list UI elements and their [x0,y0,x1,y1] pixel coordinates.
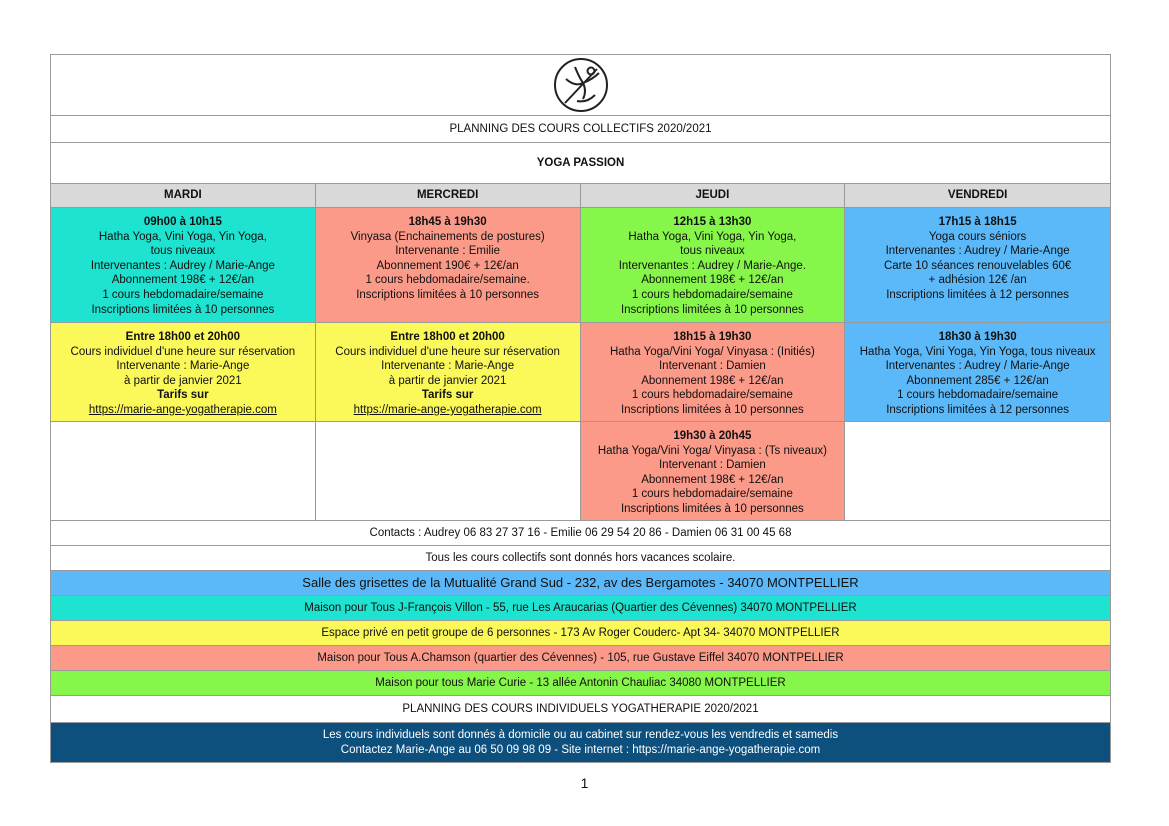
schedule-table [50,54,1111,763]
location-row [50,596,1111,621]
location-row [50,571,1111,596]
slot-line: Intervenant : Damien [658,459,766,472]
slot-line: Intervenante : Emilie [395,245,501,258]
slot-line: Yoga cours séniors [928,230,1027,243]
slot-line: Hatha Yoga, Vini Yoga, Yin Yoga, [628,230,797,243]
slot-line: 1 cours hebdomadaire/semaine [631,288,793,301]
day-header-mardi: MARDI [51,184,316,207]
individual-title-row [50,696,1111,723]
slot-line: Inscriptions limitées à 10 personnes [620,403,804,416]
slot-line: Inscriptions limitées à 10 personnes [620,502,804,515]
slot-row-3 [50,422,1111,521]
slot-line: 1 cours hebdomadaire/semaine. [365,274,530,287]
website-link[interactable]: https://marie-ange-yogatherapie.com [88,403,277,416]
slot-line: 1 cours hebdomadaire/semaine [102,288,264,301]
holiday-note: Tous les cours collectifs sont donnés hors vacances scolaire. [425,551,736,564]
slot-time: 18h30 à 19h30 [938,331,1017,343]
website-link[interactable]: https://marie-ange-yogatherapie.com [353,403,542,416]
footer-row [50,723,1111,763]
slot-time: Entre 18h00 et 20h00 [125,331,241,343]
slot-line: Intervenante : Marie-Ange [381,360,515,373]
slot-line: Intervenantes : Audrey / Marie-Ange [885,360,1070,373]
location-row [50,621,1111,646]
slot-jeudi [581,208,846,322]
slot-mardi [51,208,316,322]
day-header-row [50,184,1111,208]
page-number: 1 [580,775,589,791]
slot-line: à partir de janvier 2021 [388,374,507,387]
slot-line: 1 cours hebdomadaire/semaine [897,389,1059,402]
slot-time: 09h00 à 10h15 [143,216,222,228]
slot-line: Hatha Yoga/Vini Yoga/ Vinyasa : (Initiés) [609,345,815,358]
slot-line: Intervenantes : Audrey / Marie-Ange [90,259,275,272]
slot-line: tous niveaux [150,245,216,258]
location-text: Salle des grisettes de la Mutualité Grand Sud - 232, av des Bergamotes - 34070 MONTPELLIER [51,571,1110,595]
slot-line: Hatha Yoga, Vini Yoga, Yin Yoga, tous niveaux [859,345,1096,358]
logo-row [50,54,1111,116]
footer-cell [51,723,1110,762]
slot-time: 12h15 à 13h30 [673,216,752,228]
slot-line: Inscriptions limitées à 10 personnes [620,303,804,316]
slot-time: Entre 18h00 et 20h00 [390,331,505,343]
slot-row-1 [50,208,1111,323]
slot-line: Inscriptions limitées à 10 personnes [91,303,275,316]
slot-time: 19h30 à 20h45 [673,430,752,442]
slot-line: Inscriptions limitées à 12 personnes [886,288,1070,301]
slot-line: Carte 10 séances renouvelables 60€ [883,259,1072,272]
slot-mardi [51,323,316,421]
slot-time: 18h15 à 19h30 [673,331,752,343]
slot-line: Abonnement 190€ + 12€/an [376,259,519,272]
page-title: YOGA PASSION [536,156,625,169]
location-row [50,671,1111,696]
yoga-logo-icon [553,57,609,113]
slot-line: Cours individuel d'une heure sur réservation [70,345,296,358]
slot-line: Abonnement 198€ + 12€/an [111,274,255,287]
empty-slot-vendredi [845,422,1110,520]
slot-line: Intervenante : Marie-Ange [116,360,250,373]
contacts-text: Contacts : Audrey 06 83 27 37 16 - Emilie 06 29 54 20 86 - Damien 06 31 00 45 68 [369,526,792,539]
tarifs-label: Tarifs sur [421,389,474,402]
location-text: Maison pour Tous A.Chamson (quartier des Cévennes) - 105, rue Gustave Eiffel 34070 MONTPELLIER [51,646,1110,670]
slot-jeudi [581,323,846,421]
slot-time: 18h45 à 19h30 [408,216,487,228]
title-row [50,143,1111,184]
slot-line: Cours individuel d'une heure sur réservation [335,345,560,358]
slot-line: Abonnement 198€ + 12€/an [641,374,784,387]
footer-line-2: Contactez Marie-Ange au 06 50 09 98 09 - Site internet : https://marie-ange-yogatherapie.com [340,743,821,756]
note-row [50,546,1111,571]
page-subtitle: PLANNING DES COURS COLLECTIFS 2020/2021 [449,122,712,135]
slot-mercredi [316,208,581,322]
location-row [50,646,1111,671]
tarifs-label: Tarifs sur [157,389,209,402]
slot-line: Hatha Yoga, Vini Yoga, Yin Yoga, [98,230,267,243]
slot-vendredi [845,208,1110,322]
slot-line: Hatha Yoga/Vini Yoga/ Vinyasa : (Ts niveaux) [597,444,827,457]
individual-title: PLANNING DES COURS INDIVIDUELS YOGATHERAPIE 2020/2021 [402,702,759,715]
day-header-vendredi: VENDREDI [947,189,1008,202]
footer-line-1: Les cours individuels sont donnés à domicile ou au cabinet sur rendez-vous les vendredis et samedis [322,728,839,741]
location-text: Espace privé en petit groupe de 6 personnes - 173 Av Roger Couderc- Apt 34- 34070 MONTPELLIER [51,621,1110,645]
slot-line: 1 cours hebdomadaire/semaine [631,488,793,501]
slot-line: à partir de janvier 2021 [124,374,242,387]
slot-line: 1 cours hebdomadaire/semaine [631,389,793,402]
slot-jeudi-19h30 [581,422,846,520]
slot-mercredi [316,323,581,421]
slot-line: tous niveaux [680,245,745,258]
slot-line: + adhésion 12€ /an [928,274,1027,287]
slot-line: Vinyasa (Enchainements de postures) [350,230,545,243]
slot-line: Abonnement 198€ + 12€/an [641,473,784,486]
slot-vendredi [845,323,1110,421]
slot-line: Abonnement 285€ + 12€/an [906,374,1049,387]
day-header-jeudi: JEUDI [581,184,846,207]
slot-line: Intervenantes : Audrey / Marie-Ange [885,245,1070,258]
slot-row-2 [50,323,1111,422]
location-text: Maison pour Tous J-François Villon - 55, rue Les Araucarias (Quartier des Cévennes) 34070 MONTPELLIER [51,596,1110,620]
empty-slot-mardi [51,422,316,520]
day-header-mercredi: MERCREDI [316,184,581,207]
slot-line: Inscriptions limitées à 12 personnes [886,403,1070,416]
slot-line: Intervenantes : Audrey / Marie-Ange. [618,259,807,272]
subtitle-row [50,116,1111,143]
empty-slot-mercredi [316,422,581,520]
slot-line: Abonnement 198€ + 12€/an [641,274,784,287]
slot-line: Intervenant : Damien [658,360,766,373]
slot-line: Inscriptions limitées à 10 personnes [356,288,540,301]
slot-time: 17h15 à 18h15 [938,216,1017,228]
contacts-row [50,521,1111,546]
location-text: Maison pour tous Marie Curie - 13 allée Antonin Chauliac 34080 MONTPELLIER [51,671,1110,695]
logo-cell [51,55,1110,115]
